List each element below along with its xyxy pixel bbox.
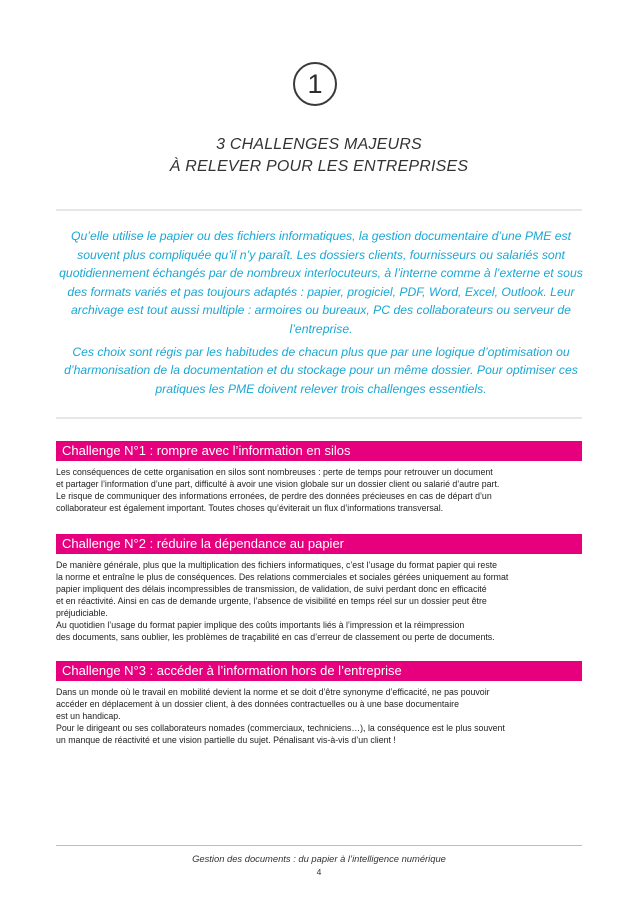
challenge-2-line: Au quotidien l’usage du format papier implique des coûts importants liés à l’impression et la réimpression (56, 620, 465, 630)
challenge-3 (56, 661, 582, 746)
challenge-2-heading: Challenge N°2 : réduire la dépendance au papier (56, 534, 582, 554)
challenge-3-line: Dans un monde où le travail en mobilité devient la norme et se doit d’être synonyme d’efficacité, ne pas pouvoir (56, 687, 490, 697)
challenge-2-body (56, 559, 582, 643)
divider-middle (56, 417, 582, 419)
page-title-line-2: À RELEVER POUR LES ENTREPRISES (169, 158, 469, 175)
challenge-1-line: collaborateur est également important. Toutes choses qu’éviterait un flux d’informations transversal. (56, 503, 444, 513)
challenge-3-line: Pour le dirigeant ou ses collaborateurs nomades (commerciaux, techniciens…), la conséquence est le plus souvent (56, 723, 505, 733)
challenge-3-line: est un handicap. (56, 711, 121, 721)
page-title-line-1: 3 CHALLENGES MAJEURS (216, 136, 422, 153)
footer-title: Gestion des documents : du papier à l’intelligence numérique (192, 853, 446, 864)
footer-divider (56, 845, 582, 846)
intro-paragraph-1: Qu’elle utilise le papier ou des fichiers informatiques, la gestion documentaire d’une PME est souvent plus compliquée qu’il n’y paraît. Les dossiers clients, fournisseurs ou salariés sont quotidiennement échangés par de nombreux interlocuteurs, à l’interne comme à l’externe et sous des formats variés et pas toujours adaptés : papier, progiciel, PDF, Word, Excel, Outlook. Leur archivage est tout aussi multiple : armoires ou bureaux, PC des collaborateurs ou serveur de l’entreprise. (59, 229, 583, 336)
challenge-2-line: préjudiciable. (56, 608, 108, 618)
divider-top (56, 209, 582, 211)
challenge-1-line: Les conséquences de cette organisation en silos sont nombreuses : perte de temps pour retrouver un document (56, 467, 493, 477)
challenge-1-body (56, 466, 582, 514)
challenge-2-line: et en réactivité. Ainsi en cas de demande urgente, l’absence de visibilité en temps réel sur un dossier peut être (56, 596, 487, 606)
intro-block (56, 227, 586, 398)
section-number: 1 (307, 68, 323, 99)
challenge-1-line: Le risque de communiquer des informations erronées, de perdre des données précieuses en cas de départ d’un (56, 491, 492, 501)
challenge-2-line: des documents, sans oublier, les problèmes de traçabilité en cas d’erreur de classement ou perte de documents. (56, 632, 495, 642)
page-number: 4 (316, 867, 322, 877)
challenge-3-heading: Challenge N°3 : accéder à l’information hors de l’entreprise (56, 661, 582, 681)
challenge-1-heading: Challenge N°1 : rompre avec l’information en silos (56, 441, 582, 461)
challenge-2-line: la norme et entraîne le plus de conséquences. Des relations commerciales et sociales gérées uniquement au format (56, 572, 509, 582)
challenge-3-line: un manque de réactivité et une vision partielle du sujet. Pénalisant vis-à-vis d’un client ! (56, 735, 396, 745)
challenge-3-body (56, 686, 582, 746)
challenge-1 (56, 441, 582, 514)
page-title (0, 134, 638, 178)
challenge-2-line: papier impliquent des délais incompressibles de transmission, de validation, de suivi perdant donc en efficacité (56, 584, 487, 594)
challenge-3-line: accéder en déplacement à un dossier client, à des données contractuelles ou à une base documentaire (56, 699, 459, 709)
challenge-1-line: et partager l’information d’une part, difficulté à avoir une vision globale sur un dossier client ou salarié d’autre part. (56, 479, 500, 489)
challenge-2 (56, 534, 582, 643)
section-number-badge (293, 62, 337, 106)
intro-paragraph-2: Ces choix sont régis par les habitudes de chacun plus que par une logique d’optimisation ou d’harmonisation de la documentation et du stockage pour un même dossier. Pour optimiser ces pratiques les PME doivent relever trois challenges essentiels. (64, 344, 578, 396)
challenge-2-line: De manière générale, plus que la multiplication des fichiers informatiques, c’est l’usage du format papier qui reste (56, 560, 498, 570)
